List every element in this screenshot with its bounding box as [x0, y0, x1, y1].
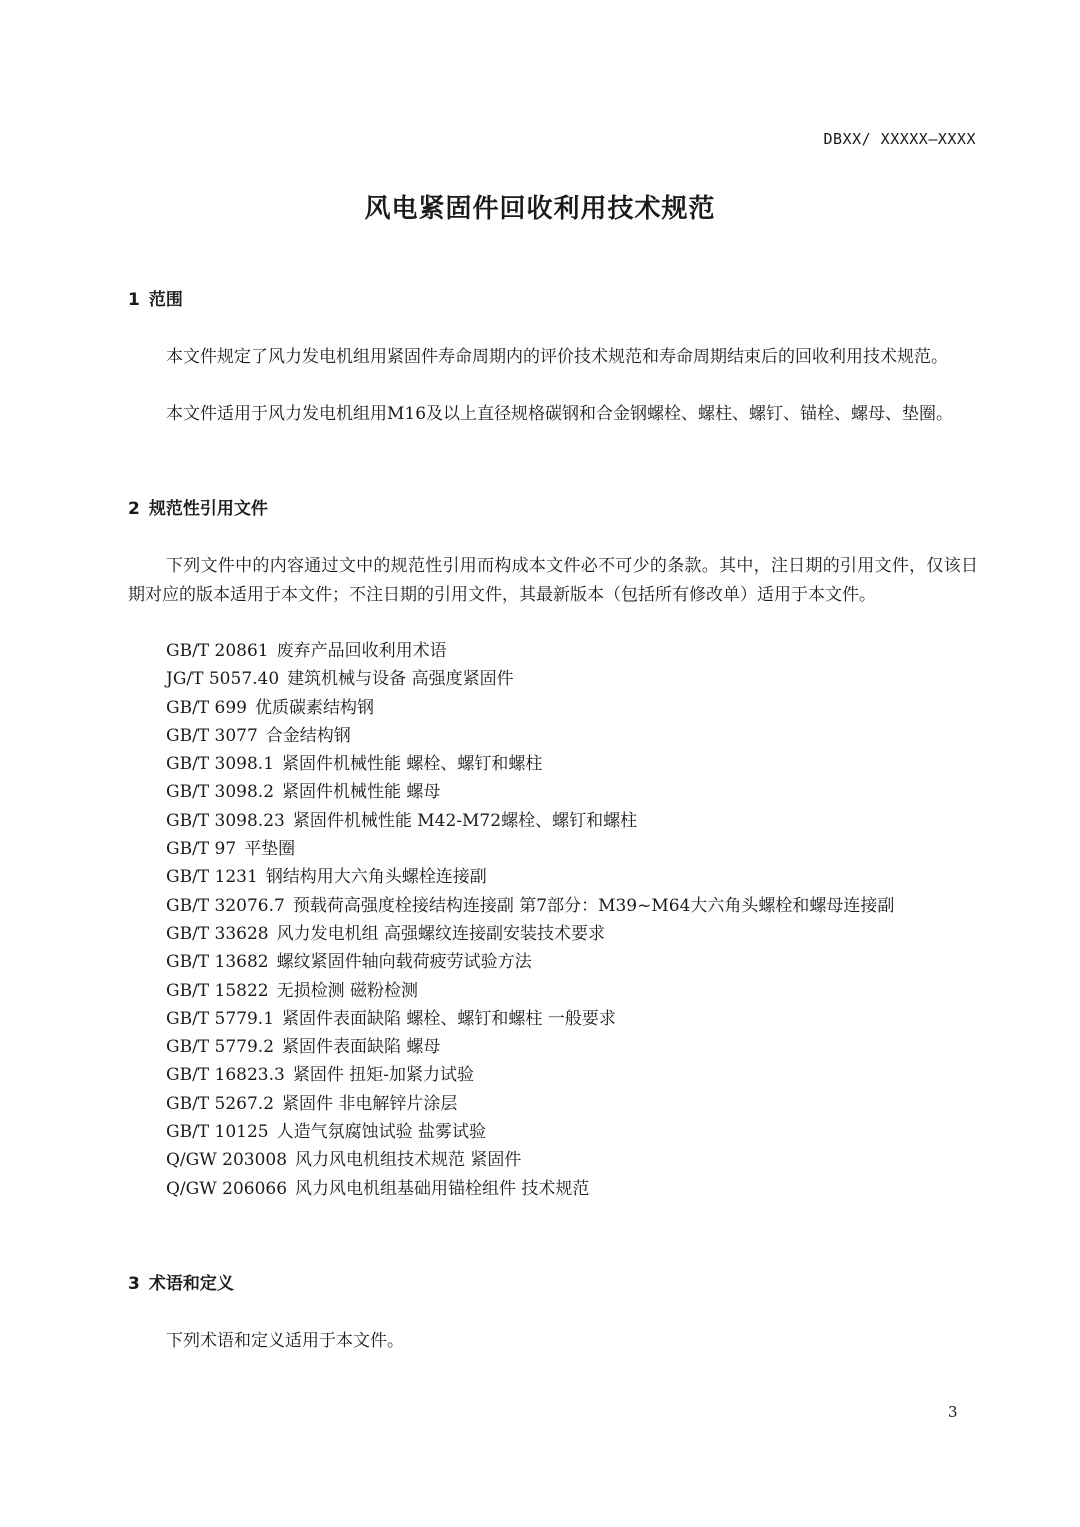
reference-code: GB/T 97 — [166, 839, 237, 860]
scope-paragraph: 本文件适用于风力发电机组用M16及以上直径规格碳钢和合金钢螺栓、螺柱、螺钉、锚栓、螺母、垫圈。 — [166, 404, 954, 424]
section-title: 规范性引用文件 — [148, 499, 268, 519]
reference-code: GB/T 699 — [166, 697, 247, 718]
reference-code: GB/T 13682 — [166, 952, 269, 973]
reference-title: 无损检测 磁粉检测 — [276, 980, 419, 1001]
reference-item — [166, 863, 894, 891]
reference-item — [166, 977, 894, 1005]
reference-item — [166, 1175, 894, 1203]
section-heading-scope — [128, 285, 183, 310]
reference-item — [166, 948, 894, 976]
reference-code: GB/T 3077 — [166, 725, 258, 746]
reference-code: Q/GW 206066 — [166, 1178, 288, 1199]
reference-item — [166, 1146, 894, 1174]
reference-title: 钢结构用大六角头螺栓连接副 — [265, 867, 487, 888]
reference-code: GB/T 3098.2 — [166, 782, 275, 803]
reference-title: 风力风电机组基础用锚栓组件 技术规范 — [295, 1178, 590, 1199]
reference-title: 平垫圈 — [244, 839, 296, 860]
section-heading-terms-definitions — [128, 1269, 234, 1294]
reference-item — [166, 750, 894, 778]
reference-title: 废弃产品回收利用术语 — [276, 641, 447, 661]
reference-item — [166, 807, 894, 835]
reference-title: 紧固件机械性能 M42-M72螺栓、螺钉和螺柱 — [292, 810, 638, 831]
reference-item — [166, 892, 894, 920]
reference-title: 紧固件 扭矩-加紧力试验 — [292, 1065, 474, 1086]
reference-code: GB/T 33628 — [166, 923, 269, 944]
reference-code: JG/T 5057.40 — [166, 669, 280, 690]
document-code: DBXX/ XXXXX—XXXX — [823, 130, 976, 148]
reference-code: GB/T 16823.3 — [166, 1065, 285, 1086]
reference-code: Q/GW 203008 — [166, 1150, 288, 1171]
references-intro-paragraph: 下列文件中的内容通过文中的规范性引用而构成本文件必不可少的条款。其中，注日期的引用文件，仅该日期对应的版本适用于本文件；不注日期的引用文件，其最新版本（包括所有修改单）适用于本文件。 — [128, 556, 978, 605]
reference-code: GB/T 5779.1 — [166, 1008, 275, 1029]
reference-title: 紧固件 非电解锌片涂层 — [282, 1093, 458, 1114]
document-title: 风电紧固件回收利用技术规范 — [364, 194, 716, 224]
reference-code: GB/T 3098.1 — [166, 754, 275, 775]
reference-item — [166, 1005, 894, 1033]
reference-item — [166, 1090, 894, 1118]
reference-title: 优质碳素结构钢 — [255, 697, 374, 718]
section-title: 范围 — [148, 290, 183, 310]
reference-title: 风力风电机组技术规范 紧固件 — [295, 1150, 522, 1171]
reference-item — [166, 835, 894, 863]
reference-item — [166, 1118, 894, 1146]
reference-item — [166, 1061, 894, 1089]
reference-item — [166, 665, 894, 693]
section-number: 1 — [128, 290, 140, 310]
reference-code: GB/T 5779.2 — [166, 1037, 275, 1058]
terms-intro-paragraph: 下列术语和定义适用于本文件。 — [166, 1331, 404, 1351]
reference-code: GB/T 20861 — [166, 641, 269, 661]
reference-code: GB/T 1231 — [166, 867, 258, 888]
reference-title: 紧固件机械性能 螺栓、螺钉和螺柱 — [282, 754, 543, 775]
section-title: 术语和定义 — [148, 1274, 234, 1294]
reference-code: GB/T 15822 — [166, 980, 269, 1001]
reference-code: GB/T 32076.7 — [166, 895, 285, 916]
reference-title: 紧固件表面缺陷 螺栓、螺钉和螺柱 一般要求 — [282, 1008, 616, 1029]
reference-item — [166, 694, 894, 722]
reference-list — [166, 637, 894, 1203]
section-number: 3 — [128, 1274, 140, 1294]
reference-title: 螺纹紧固件轴向载荷疲劳试验方法 — [276, 952, 532, 973]
section-number: 2 — [128, 499, 140, 519]
reference-item — [166, 920, 894, 948]
reference-code: GB/T 3098.23 — [166, 810, 285, 831]
reference-item — [166, 722, 894, 750]
reference-item — [166, 778, 894, 806]
reference-code: GB/T 5267.2 — [166, 1093, 275, 1114]
page-number: 3 — [948, 1403, 958, 1421]
reference-title: 紧固件机械性能 螺母 — [282, 782, 441, 803]
section-heading-normative-references — [128, 494, 268, 519]
reference-title: 紧固件表面缺陷 螺母 — [282, 1037, 441, 1058]
reference-item — [166, 637, 894, 665]
reference-code: GB/T 10125 — [166, 1122, 269, 1143]
reference-title: 人造气氛腐蚀试验 盐雾试验 — [276, 1122, 487, 1143]
scope-paragraph: 本文件规定了风力发电机组用紧固件寿命周期内的评价技术规范和寿命周期结束后的回收利用技术规范。 — [166, 347, 948, 367]
reference-title: 预载荷高强度栓接结构连接副 第7部分：M39~M64大六角头螺栓和螺母连接副 — [292, 895, 895, 916]
reference-item — [166, 1033, 894, 1061]
reference-title: 合金结构钢 — [265, 725, 351, 746]
reference-title: 建筑机械与设备 高强度紧固件 — [287, 669, 514, 690]
reference-title: 风力发电机组 高强螺纹连接副安装技术要求 — [276, 923, 606, 944]
